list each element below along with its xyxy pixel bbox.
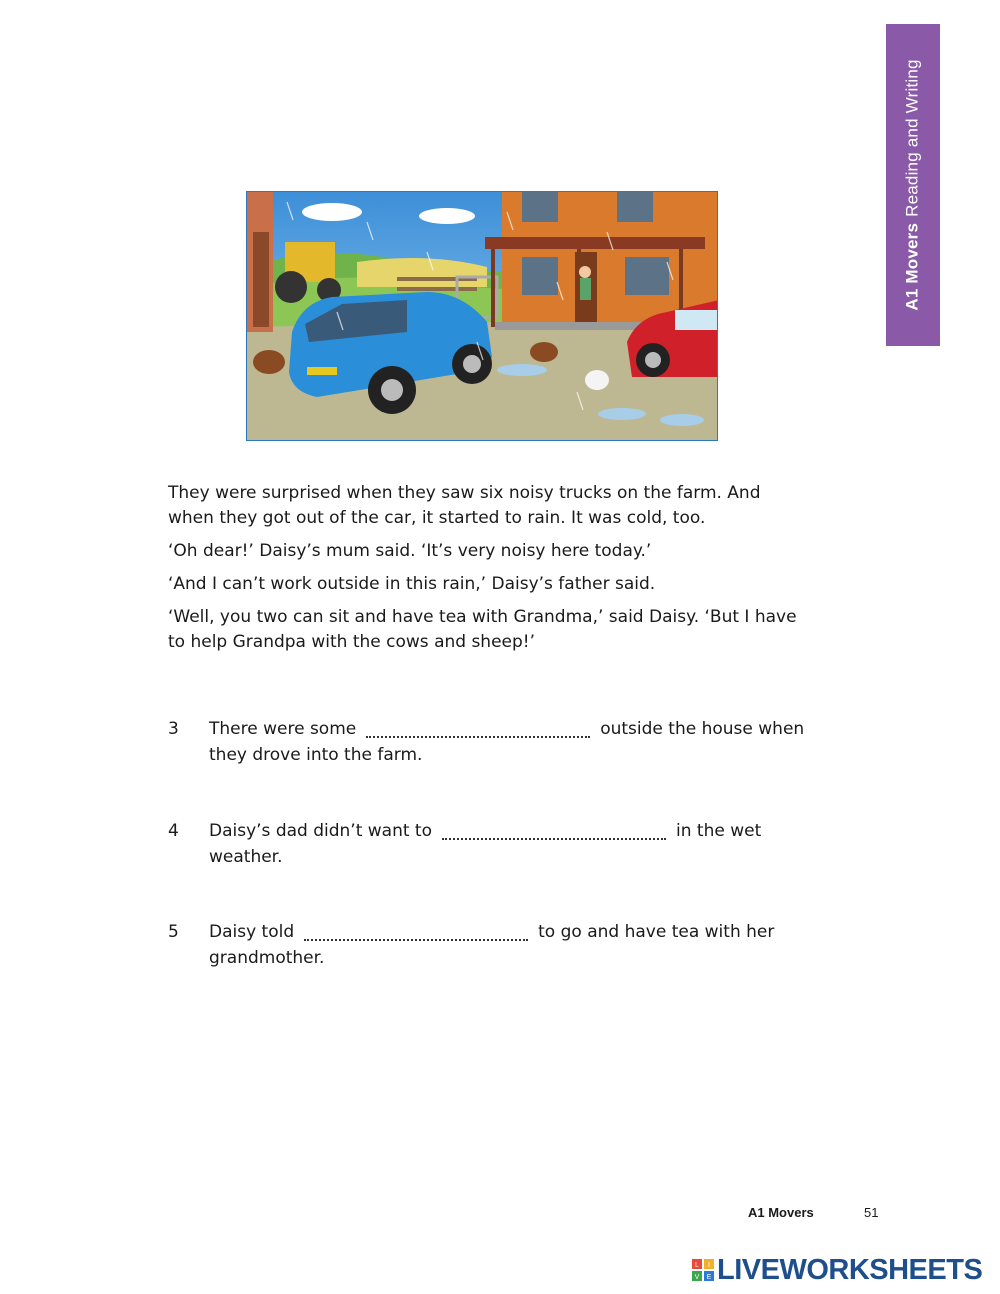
reading-passage — [168, 481, 808, 663]
passage-paragraph-3: ‘And I can’t work outside in this rain,’ Daisy’s father said. — [168, 574, 656, 594]
question-3 — [168, 716, 808, 768]
answer-blank-5[interactable] — [304, 923, 528, 941]
section-tab-label — [903, 59, 923, 310]
answer-blank-3[interactable] — [366, 720, 590, 738]
logo-letter: E — [706, 1274, 712, 1281]
answer-blank-4[interactable] — [442, 822, 666, 840]
question-text-before: Daisy told — [209, 922, 295, 942]
question-number: 5 — [168, 922, 179, 942]
question-text-before: There were some — [209, 719, 357, 739]
question-number: 3 — [168, 719, 179, 739]
question-4 — [168, 818, 808, 870]
footer-level-label: A1 Movers — [748, 1205, 814, 1220]
brand-name: LIVEWORKSHEETS — [717, 1253, 983, 1286]
logo-letter: V — [694, 1274, 700, 1281]
logo-letter: I — [708, 1262, 710, 1269]
question-5 — [168, 919, 808, 971]
question-text-after: outside the house when they drove into the farm. — [209, 719, 805, 765]
passage-paragraph-1: They were surprised when they saw six noisy trucks on the farm. And when they got out of the car, it started to rain. It was cold, too. — [168, 483, 761, 528]
tab-section: Reading and Writing — [903, 59, 922, 217]
liveworksheets-brand[interactable] — [692, 1254, 982, 1286]
question-text-before: Daisy’s dad didn’t want to — [209, 821, 433, 841]
section-tab — [886, 24, 940, 346]
question-text-after: to go and have tea with her grandmother. — [209, 922, 775, 968]
passage-paragraph-4: ‘Well, you two can sit and have tea with Grandma,’ said Daisy. ‘But I have to help Grandpa with the cows and sheep!’ — [168, 607, 797, 652]
page-number: 51 — [864, 1205, 879, 1220]
farm-rain-illustration — [246, 191, 718, 441]
tab-level: A1 Movers — [903, 222, 922, 311]
liveworksheets-logo-icon — [692, 1259, 714, 1281]
passage-paragraph-2: ‘Oh dear!’ Daisy’s mum said. ‘It’s very noisy here today.’ — [168, 541, 652, 561]
logo-letter: L — [695, 1262, 699, 1269]
question-number: 4 — [168, 821, 179, 841]
farm-rain-scene-icon — [247, 192, 718, 441]
question-text-after: in the wet weather. — [209, 821, 762, 867]
